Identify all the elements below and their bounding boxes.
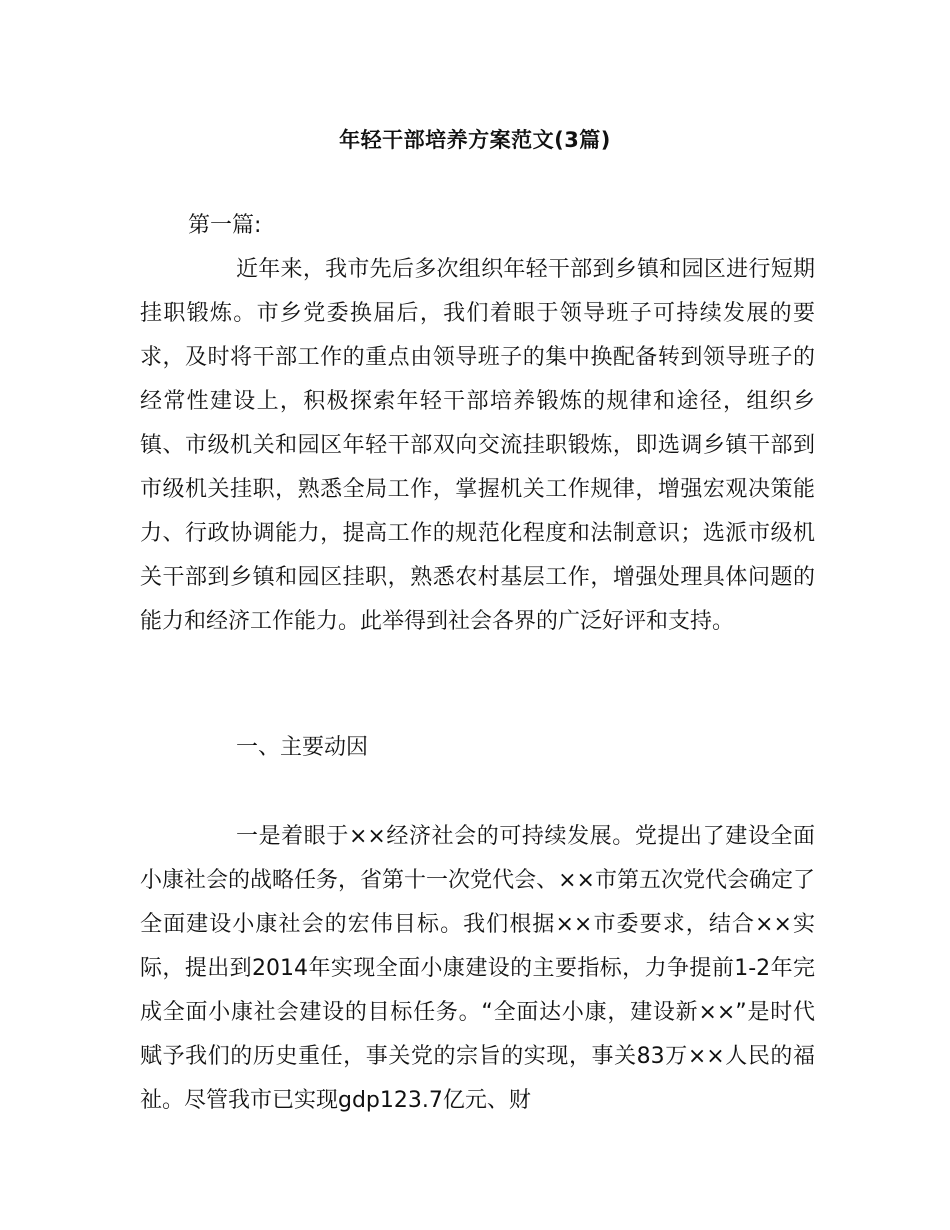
- section-heading: 一、主要动因: [236, 735, 369, 760]
- section-label: 第一篇:: [188, 213, 262, 238]
- document-title: 年轻干部培养方案范文(3篇): [339, 128, 611, 152]
- paragraph-intro: 近年来，我市先后多次组织年轻干部到乡镇和园区进行短期挂职锻炼。市乡党委换届后，我们着眼于领导班子可持续发展的要求，及时将干部工作的重点由领导班子的集中换配备转到领导班子的经常性建设上，积极探索年轻干部培养锻炼的规律和途径，组织乡镇、市级机关和园区年轻干部双向交流挂职锻炼，即选调乡镇干部到市级机关挂职，熟悉全局工作，掌握机关工作规律，增强宏观决策能力、行政协调能力，提高工作的规范化程度和法制意识；选派市级机关干部到乡镇和园区挂职，熟悉农村基层工作，增强处理具体问题的能力和经济工作能力。此举得到社会各界的广泛好评和支持。: [140, 257, 815, 634]
- paragraph-motivation: 一是着眼于××经济社会的可持续发展。党提出了建设全面小康社会的战略任务，省第十一次党代会、××市第五次党代会确定了全面建设小康社会的宏伟目标。我们根据××市委要求，结合××实际，提出到2014年实现全面小康建设的主要指标，力争提前1-2年完成全面小康社会建设的目标任务。“全面达小康，建设新××”是时代赋予我们的历史重任，事关党的宗旨的实现，事关83万××人民的福祉。尽管我市已实现gdp123.7亿元、财: [140, 824, 815, 1113]
